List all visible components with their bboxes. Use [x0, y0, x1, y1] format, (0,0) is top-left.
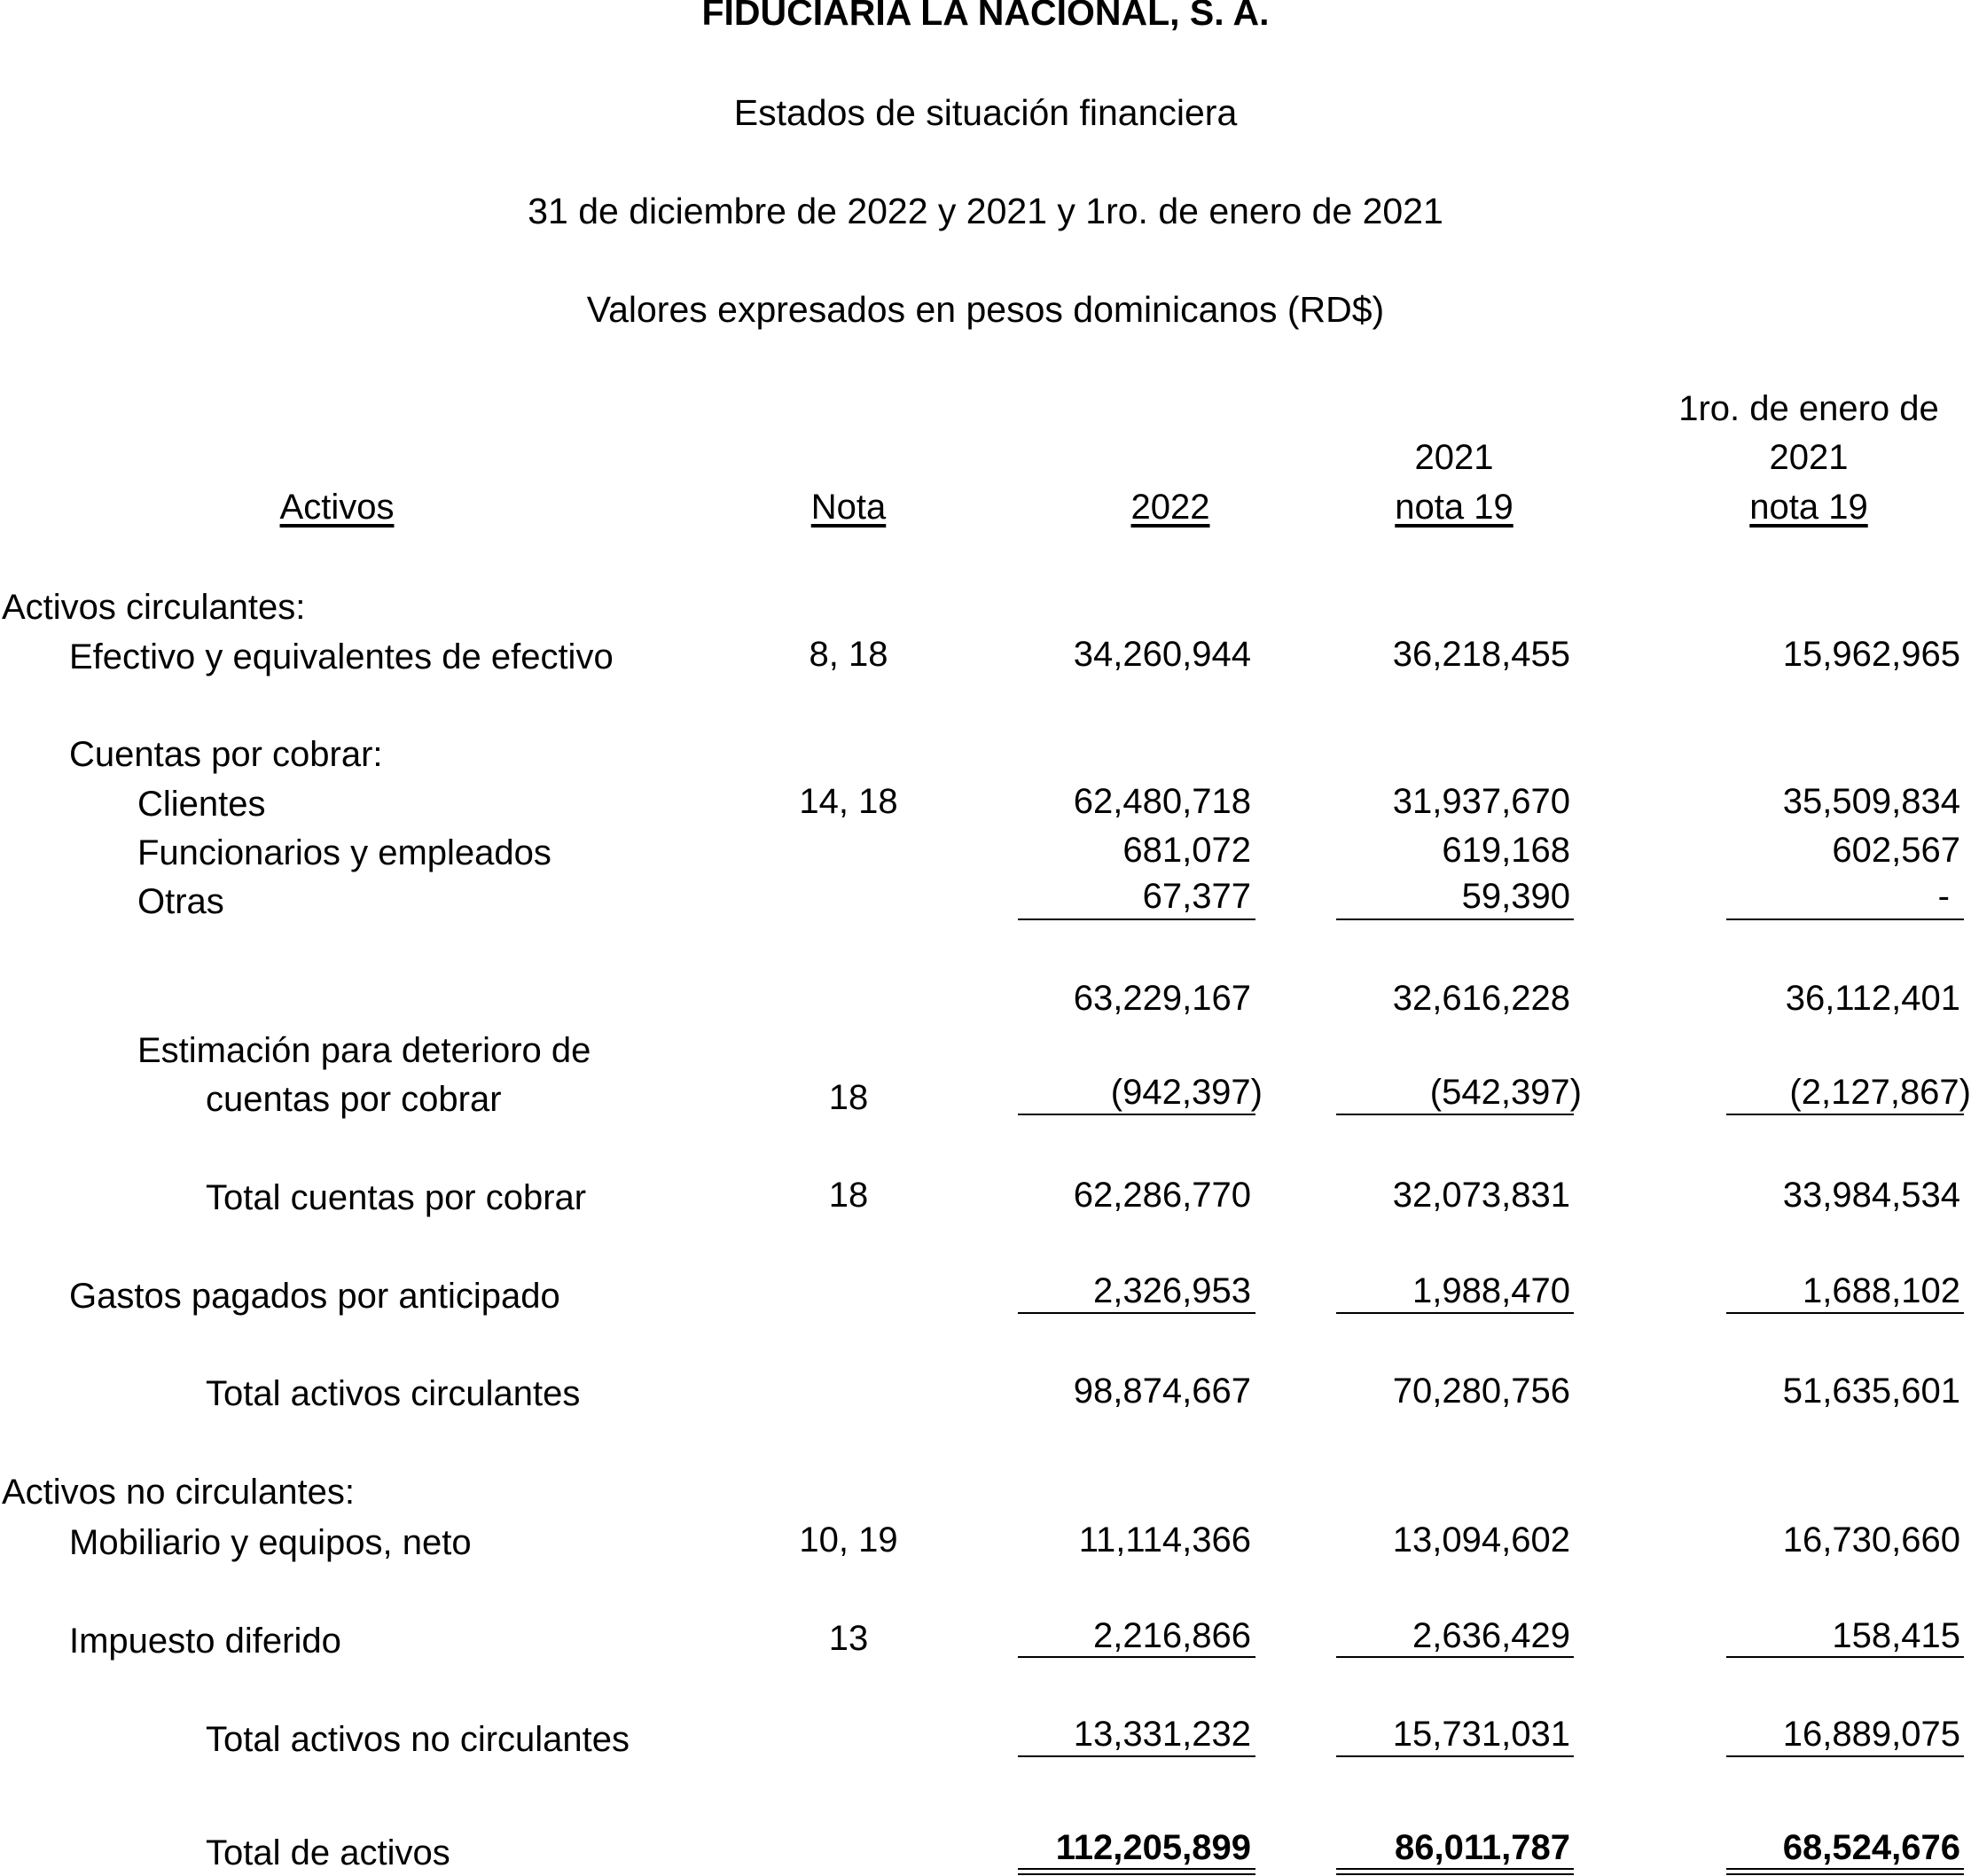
double-underline-total-activos-jan2021	[1726, 1868, 1964, 1875]
value-otras-jan2021: -	[1937, 877, 1950, 916]
value-subtotal-cxc-2022: 63,229,167	[1073, 979, 1251, 1018]
underline-estimacion-jan2021	[1726, 1114, 1964, 1115]
value-otras-2022: 67,377	[1142, 877, 1251, 916]
value-total-cxc-jan2021: 33,984,534	[1782, 1176, 1960, 1215]
underline-total-no-circulantes-jan2021	[1726, 1755, 1964, 1757]
column-header-2021-note: nota 19	[1395, 488, 1513, 527]
value-total-no-circulantes-2021: 15,731,031	[1392, 1715, 1570, 1754]
value-subtotal-cxc-2021: 32,616,228	[1392, 979, 1570, 1018]
row-note-estimacion: 18	[828, 1078, 869, 1117]
row-note-mobiliario: 10, 19	[799, 1520, 898, 1559]
section-activos-circulantes: Activos circulantes:	[2, 588, 306, 627]
value-clientes-2021: 31,937,670	[1392, 782, 1570, 821]
value-total-cxc-2022: 62,286,770	[1073, 1176, 1251, 1215]
value-estimacion-2022: (942,397)	[1110, 1073, 1263, 1112]
underline-otras-jan2021	[1726, 918, 1964, 920]
value-total-circulantes-2021: 70,280,756	[1392, 1372, 1570, 1411]
value-total-activos-jan2021: 68,524,676	[1782, 1828, 1960, 1867]
value-funcionarios-2022: 681,072	[1122, 831, 1251, 870]
value-mobiliario-2022: 11,114,366	[1078, 1520, 1251, 1559]
value-efectivo-2022: 34,260,944	[1073, 635, 1251, 674]
underline-impuesto-2021	[1336, 1656, 1574, 1658]
statement-period: 31 de diciembre de 2022 y 2021 y 1ro. de enero de 2021	[528, 191, 1443, 231]
double-underline-total-activos-2022	[1018, 1868, 1255, 1875]
row-label-estimacion-line2: cuentas por cobrar	[206, 1080, 502, 1119]
statement-title: Estados de situación financiera	[733, 92, 1238, 133]
column-header-2021-year: 2021	[1414, 438, 1494, 477]
section-activos-no-circulantes: Activos no circulantes:	[2, 1473, 355, 1512]
column-header-nota: Nota	[810, 488, 887, 527]
value-gastos-2022: 2,326,953	[1093, 1271, 1251, 1310]
value-efectivo-jan2021: 15,962,965	[1782, 635, 1960, 674]
row-note-clientes: 14, 18	[799, 782, 898, 821]
value-otras-2021: 59,390	[1461, 877, 1570, 916]
value-impuesto-2021: 2,636,429	[1412, 1616, 1570, 1655]
row-label-total-circulantes: Total activos circulantes	[206, 1374, 581, 1413]
row-label-gastos: Gastos pagados por anticipado	[69, 1277, 560, 1316]
underline-otras-2021	[1336, 918, 1574, 920]
row-note-impuesto: 13	[828, 1619, 869, 1658]
section-cuentas-por-cobrar: Cuentas por cobrar:	[69, 735, 383, 774]
row-label-impuesto: Impuesto diferido	[69, 1622, 341, 1661]
underline-impuesto-jan2021	[1726, 1656, 1964, 1658]
value-estimacion-jan2021: (2,127,867)	[1789, 1073, 1971, 1112]
value-clientes-2022: 62,480,718	[1073, 782, 1251, 821]
row-label-estimacion-line1: Estimación para deterioro de	[137, 1031, 591, 1070]
value-impuesto-jan2021: 158,415	[1832, 1616, 1960, 1655]
column-header-activos: Activos	[279, 488, 395, 527]
column-header-jan2021-note: nota 19	[1749, 488, 1868, 527]
row-label-funcionarios: Funcionarios y empleados	[137, 833, 551, 872]
value-clientes-jan2021: 35,509,834	[1782, 782, 1960, 821]
value-funcionarios-jan2021: 602,567	[1832, 831, 1960, 870]
value-total-cxc-2021: 32,073,831	[1392, 1176, 1570, 1215]
statement-currency: Valores expresados en pesos dominicanos (RD$)	[586, 289, 1385, 330]
row-note-total-cxc: 18	[828, 1176, 869, 1215]
value-total-no-circulantes-2022: 13,331,232	[1073, 1715, 1251, 1754]
column-header-jan2021-line2: 2021	[1769, 438, 1849, 477]
value-total-circulantes-jan2021: 51,635,601	[1782, 1372, 1960, 1411]
underline-gastos-jan2021	[1726, 1312, 1964, 1314]
value-gastos-jan2021: 1,688,102	[1803, 1271, 1960, 1310]
company-name: FIDUCIARIA LA NACIONAL, S. A.	[701, 0, 1270, 33]
underline-estimacion-2021	[1336, 1114, 1574, 1115]
underline-otras-2022	[1018, 918, 1255, 920]
column-header-jan2021-line1: 1ro. de enero de	[1678, 389, 1939, 428]
value-mobiliario-jan2021: 16,730,660	[1782, 1520, 1960, 1559]
row-label-efectivo: Efectivo y equivalentes de efectivo	[69, 637, 614, 676]
row-note-efectivo: 8, 18	[809, 635, 888, 674]
underline-gastos-2021	[1336, 1312, 1574, 1314]
column-header-2022: 2022	[1130, 488, 1210, 527]
row-label-clientes: Clientes	[137, 785, 266, 824]
underline-total-no-circulantes-2022	[1018, 1755, 1255, 1757]
value-total-no-circulantes-jan2021: 16,889,075	[1782, 1715, 1960, 1754]
value-total-activos-2022: 112,205,899	[1055, 1828, 1251, 1867]
double-underline-total-activos-2021	[1336, 1868, 1574, 1875]
row-label-total-cxc: Total cuentas por cobrar	[206, 1178, 587, 1217]
row-label-otras: Otras	[137, 882, 224, 921]
value-efectivo-2021: 36,218,455	[1392, 635, 1570, 674]
value-impuesto-2022: 2,216,866	[1093, 1616, 1251, 1655]
row-label-mobiliario: Mobiliario y equipos, neto	[69, 1523, 472, 1562]
row-label-total-no-circulantes: Total activos no circulantes	[206, 1720, 630, 1759]
value-subtotal-cxc-jan2021: 36,112,401	[1785, 979, 1960, 1018]
underline-estimacion-2022	[1018, 1114, 1255, 1115]
value-mobiliario-2021: 13,094,602	[1392, 1520, 1570, 1559]
underline-gastos-2022	[1018, 1312, 1255, 1314]
underline-impuesto-2022	[1018, 1656, 1255, 1658]
value-funcionarios-2021: 619,168	[1442, 831, 1570, 870]
value-gastos-2021: 1,988,470	[1412, 1271, 1570, 1310]
value-estimacion-2021: (542,397)	[1429, 1073, 1582, 1112]
value-total-circulantes-2022: 98,874,667	[1073, 1372, 1251, 1411]
row-label-total-activos: Total de activos	[206, 1833, 450, 1872]
value-total-activos-2021: 86,011,787	[1395, 1828, 1570, 1867]
underline-total-no-circulantes-2021	[1336, 1755, 1574, 1757]
